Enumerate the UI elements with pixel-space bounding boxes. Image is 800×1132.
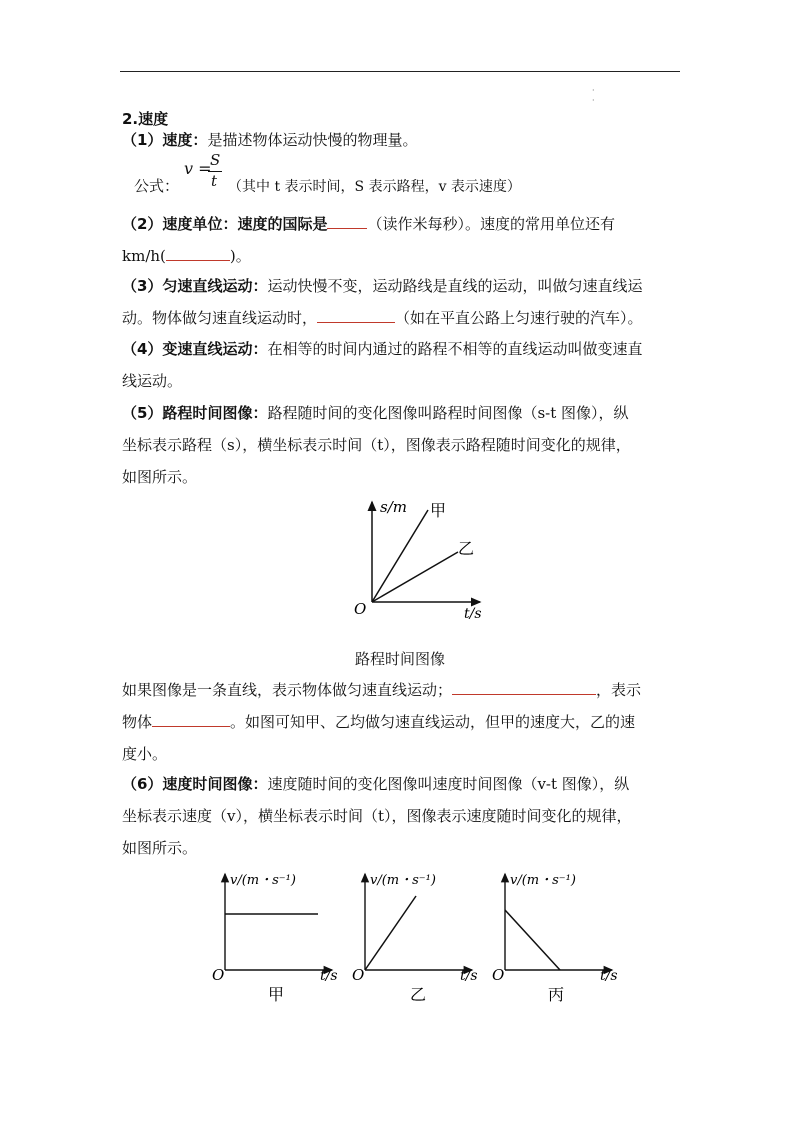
p5-label: （5）路程时间图像：: [122, 404, 268, 422]
vt-b-line: [365, 896, 416, 970]
formula-lhs: v =: [184, 159, 212, 178]
corner-dots: · ·: [592, 86, 595, 105]
p6-label: （6）速度时间图像：: [122, 775, 268, 793]
p6-text2: 坐标表示速度（v），横坐标表示时间（t），图像表示速度随时间变化的规律，: [122, 807, 632, 825]
vt-graph-c: [480, 866, 620, 1006]
vt-graph-a: [200, 866, 340, 1006]
vt-a-ylabel: v/(m・s⁻¹): [230, 873, 296, 888]
p5b-text2-end: 。如图可知甲、乙均做匀速直线运动，但甲的速度大，乙的速: [230, 713, 636, 731]
vt-b-name: 乙: [410, 985, 427, 1004]
p1-text: 是描述物体运动快慢的物理量。: [207, 131, 418, 149]
section-title: 2.速度: [122, 110, 169, 128]
vt-b-ylabel: v/(m・s⁻¹): [370, 873, 436, 888]
p5b-text1-end: ，表示: [596, 681, 642, 699]
p5b-text1: 如果图像是一条直线，表示物体做匀速直线运动；: [122, 681, 453, 699]
p5b-text2: 物体: [122, 713, 153, 731]
vt-c-ylabel: v/(m・s⁻¹): [510, 873, 576, 888]
vt-a-name: 甲: [268, 985, 285, 1004]
st-caption: 路程时间图像: [354, 650, 445, 668]
p4-text1: 在相等的时间内通过的路程不相等的直线运动叫做变速直: [267, 340, 643, 358]
p2-blank-kmh[interactable]: [166, 246, 230, 261]
p4-text2: 线运动。: [122, 372, 183, 390]
st-graph: [340, 492, 490, 622]
vt-a-origin: O: [212, 966, 225, 984]
p2-line2-start: km/h(: [122, 247, 166, 265]
st-xlabel: t/s: [464, 606, 482, 622]
st-line-b-label: 乙: [458, 539, 475, 558]
st-line-b: [372, 552, 458, 602]
paragraph-1: [122, 124, 682, 156]
vt-b-origin: O: [352, 966, 365, 984]
paragraph-5b: [122, 674, 682, 770]
p5b-text3: 度小。: [122, 745, 168, 763]
vt-b-xlabel: t/s: [460, 968, 478, 984]
p3-blank[interactable]: [317, 308, 395, 323]
p2-label: （2）速度单位：速度的国际是: [122, 215, 328, 233]
p5-text3: 如图所示。: [122, 468, 198, 486]
paragraph-4: [122, 333, 682, 397]
st-line-a: [372, 510, 428, 602]
vt-c-xlabel: t/s: [600, 968, 618, 984]
vt-a-xlabel: t/s: [320, 968, 338, 984]
st-origin: O: [354, 600, 367, 618]
vt-c-name: 丙: [548, 985, 565, 1004]
p3-label: （3）匀速直线运动：: [122, 277, 268, 295]
paragraph-6: [122, 768, 682, 864]
header-rule: [120, 71, 680, 72]
formula-note: （其中 t 表示时间，S 表示路程，v 表示速度）: [228, 179, 521, 195]
p5-text1: 路程随时间的变化图像叫路程时间图像（s-t 图像），纵: [267, 404, 629, 422]
formula-denominator: t: [211, 172, 218, 190]
vt-c-origin: O: [492, 966, 505, 984]
p5-text2: 坐标表示路程（s），横坐标表示时间（t），图像表示路程随时间变化的规律，: [122, 436, 631, 454]
paragraph-2: [122, 208, 682, 272]
vt-graph-b: [340, 866, 480, 1006]
formula-prefix: 公式：: [134, 177, 180, 195]
formula-numerator: S: [210, 151, 221, 169]
st-line-a-label: 甲: [430, 501, 447, 520]
p5b-blank-2[interactable]: [152, 712, 230, 727]
p2-blank-unit[interactable]: [327, 214, 367, 229]
p6-text3: 如图所示。: [122, 839, 198, 857]
p2-line2-end: )。: [229, 247, 251, 265]
p6-text1: 速度随时间的变化图像叫速度时间图像（v-t 图像），纵: [267, 775, 630, 793]
st-ylabel: s/m: [380, 498, 407, 516]
paragraph-3: [122, 270, 682, 334]
paragraph-5: [122, 397, 682, 493]
p2-after-blank: （读作米每秒）。速度的常用单位还有: [367, 215, 615, 233]
p3-text2: 动。物体做匀速直线运动时，: [122, 309, 318, 327]
vt-c-line: [505, 910, 560, 970]
p3-text1: 运动快慢不变，运动路线是直线的运动，叫做匀速直线运: [267, 277, 643, 295]
p3-text3: （如在平直公路上匀速行驶的汽车）。: [395, 309, 643, 327]
p4-label: （4）变速直线运动：: [122, 340, 268, 358]
p1-label: （1）速度：: [122, 131, 208, 149]
p5b-blank-1[interactable]: [452, 680, 596, 695]
